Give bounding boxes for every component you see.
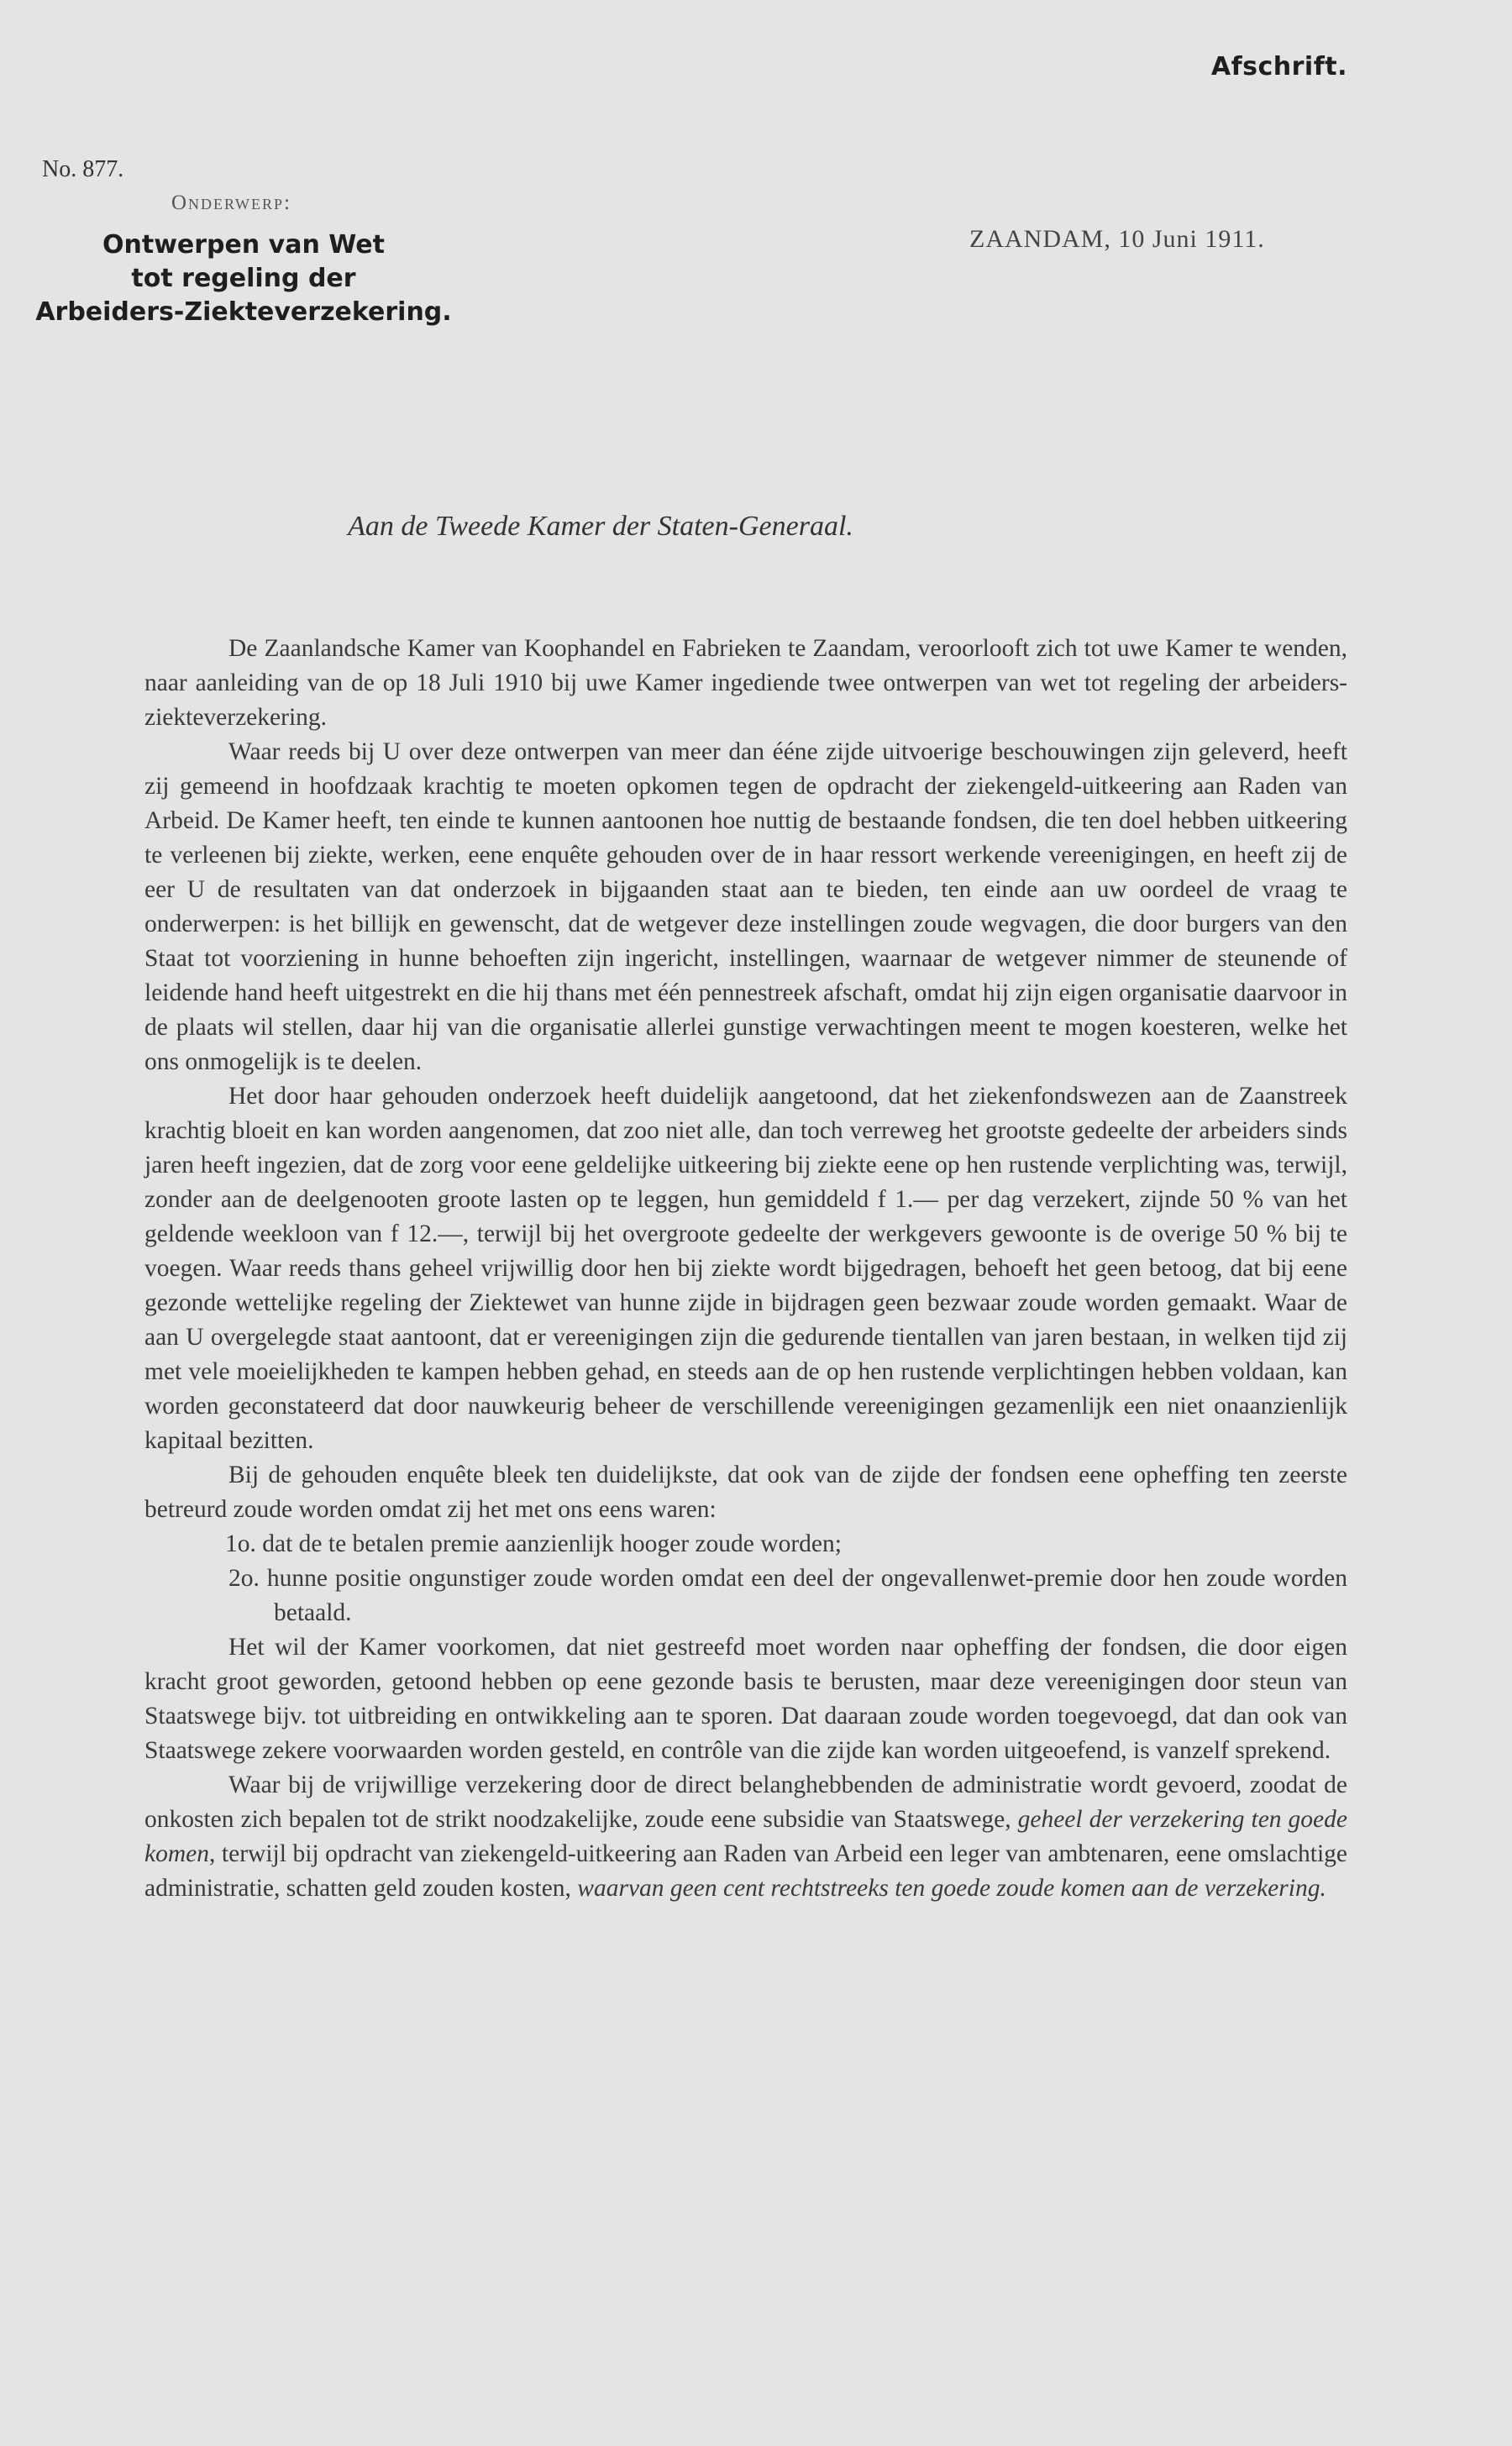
subject-line-2: tot regeling der [131,264,356,293]
paragraph-4: Bij de gehouden enquête bleek ten duidelijkste, dat ook van de zijde der fondsen eene opheffing ten zeerste betreurd zoude worden omdat zij het met ons eens waren: [144,1462,1347,1523]
paragraph-6-text-b: , terwijl bij opdracht van ziekengeld-uitkeering aan Raden van Arbeid een leger van ambtenaren, eene omslachtige administratie, schatten geld zouden kosten, [144,1840,1347,1902]
subject-line-1: Ontwerpen van Wet [102,230,385,260]
document-number: No. 877. [42,156,124,182]
place-date: ZAANDAM, 10 Juni 1911. [969,225,1265,253]
paragraph-6-emphasis-a: geheel der verzekering ten goede komen [144,1806,1347,1867]
list-item-2: 2o. hunne positie ongunstiger zoude worden omdat een deel der ongevallenwet-premie door hen zoude worden betaald. [228,1565,1347,1626]
paragraph-2: Waar reeds bij U over deze ontwerpen van meer dan ééne zijde uitvoerige beschouwingen zijn geleverd, heeft zij gemeend in hoofdzaak krachtig te moeten opkomen tegen de opdracht der ziekengeld-uitkeering aan Raden van Arbeid. De Kamer heeft, ten einde te kunnen aantoonen hoe nuttig de bestaande fondsen, die ten doel hebben uitkeering te verleenen bij ziekte, werken, eene enquête gehouden over de in haar ressort werkende vereenigingen, en heeft zij de eer U de resultaten van dat onderzoek in bijgaanden staat aan te bieden, ten einde aan uw oordeel de vraag te onderwerpen: is het billijk en gewenscht, dat de wetgever deze instellingen zoude wegvagen, die door burgers van den Staat tot voorziening in hunne behoeften zijn ingericht, instellingen, waarnaar de wetgever nimmer de steunende of leidende hand heeft uitgestrekt en die hij thans met één pennestreek afschaft, omdat hij zijn eigen organisatie daarvoor in de plaats wil stellen, daar hij van die organisatie allerlei gunstige verwachtingen meent te mogen koesteren, welke het ons onmogelijk is te deelen. [144,738,1347,1075]
subject-title [34,228,454,329]
paragraph-6-text-a: Waar bij de vrijwillige verzekering door de direct belanghebbenden de administratie wordt gevoerd, zoodat de onkosten zich bepalen tot de strikt noodzakelijke, zoude eene subsidie van Staatswege, [144,1772,1347,1833]
paragraph-6 [144,1768,1347,1906]
paragraph-1: De Zaanlandsche Kamer van Koophandel en Fabrieken te Zaandam, veroorlooft zich tot uwe Kamer te wenden, naar aanleiding van de op 18 Juli 1910 bij uwe Kamer ingediende twee ontwerpen van wet tot regeling der arbeiders-ziekteverzekering. [144,635,1347,731]
letter-body [144,632,1347,1906]
copy-stamp: Afschrift. [1210,52,1347,81]
paragraph-6-emphasis-b: waarvan geen cent rechtstreeks ten goede zoude komen aan de verzekering. [577,1875,1326,1902]
subject-label: Onderwerp: [171,192,292,214]
subject-line-3: Arbeiders-Ziekteverzekering. [35,297,452,327]
addressee: Aan de Tweede Kamer der Staten-Generaal. [348,511,853,542]
list-item-1: 1o. dat de te betalen premie aanzienlijk hooger zoude worden; [225,1530,842,1557]
paragraph-3: Het door haar gehouden onderzoek heeft duidelijk aangetoond, dat het ziekenfondswezen aan de Zaanstreek krachtig bloeit en kan worden aangenomen, dat zoo niet alle, dan toch verreweg het grootste gedeelte der arbeiders sinds jaren heeft ingezien, dat de zorg voor eene geldelijke uitkeering bij ziekte eene op hen rustende verplichting was, terwijl, zonder aan de deelgenooten groote lasten op te leggen, hun gemiddeld f 1.— per dag verzekert, zijnde 50 % van het geldende weekloon van f 12.—, terwijl bij het overgroote gedeelte der werkgevers gewoonte is de overige 50 % bij te voegen. Waar reeds thans geheel vrijwillig door hen bij ziekte wordt bijgedragen, behoeft het geen betoog, dat bij eene gezonde wettelijke regeling der Ziektewet van hunne zijde in bijdragen geen bezwaar zoude worden gemaakt. Waar de aan U overgelegde staat aantoont, dat er vereenigingen zijn die gedurende tientallen van jaren bestaan, in welken tijd zij met vele moeielijkheden te kampen hebben gehad, en steeds aan de op hen rustende verplichtingen hebben voldaan, kan worden geconstateerd dat door nauwkeurig beheer de verschillende vereenigingen gezamenlijk een niet onaanzienlijk kapitaal bezitten. [144,1083,1347,1454]
paragraph-5: Het wil der Kamer voorkomen, dat niet gestreefd moet worden naar opheffing der fondsen, die door eigen kracht groot geworden, getoond hebben op eene gezonde basis te berusten, maar deze vereenigingen door steun van Staatswege bijv. tot uitbreiding en ontwikkeling aan te sporen. Dat daaraan zoude worden toegevoegd, dat dan ook van Staatswege zekere voorwaarden worden gesteld, en contrôle van die zijde kan worden uitgeoefend, is vanzelf sprekend. [144,1634,1347,1764]
